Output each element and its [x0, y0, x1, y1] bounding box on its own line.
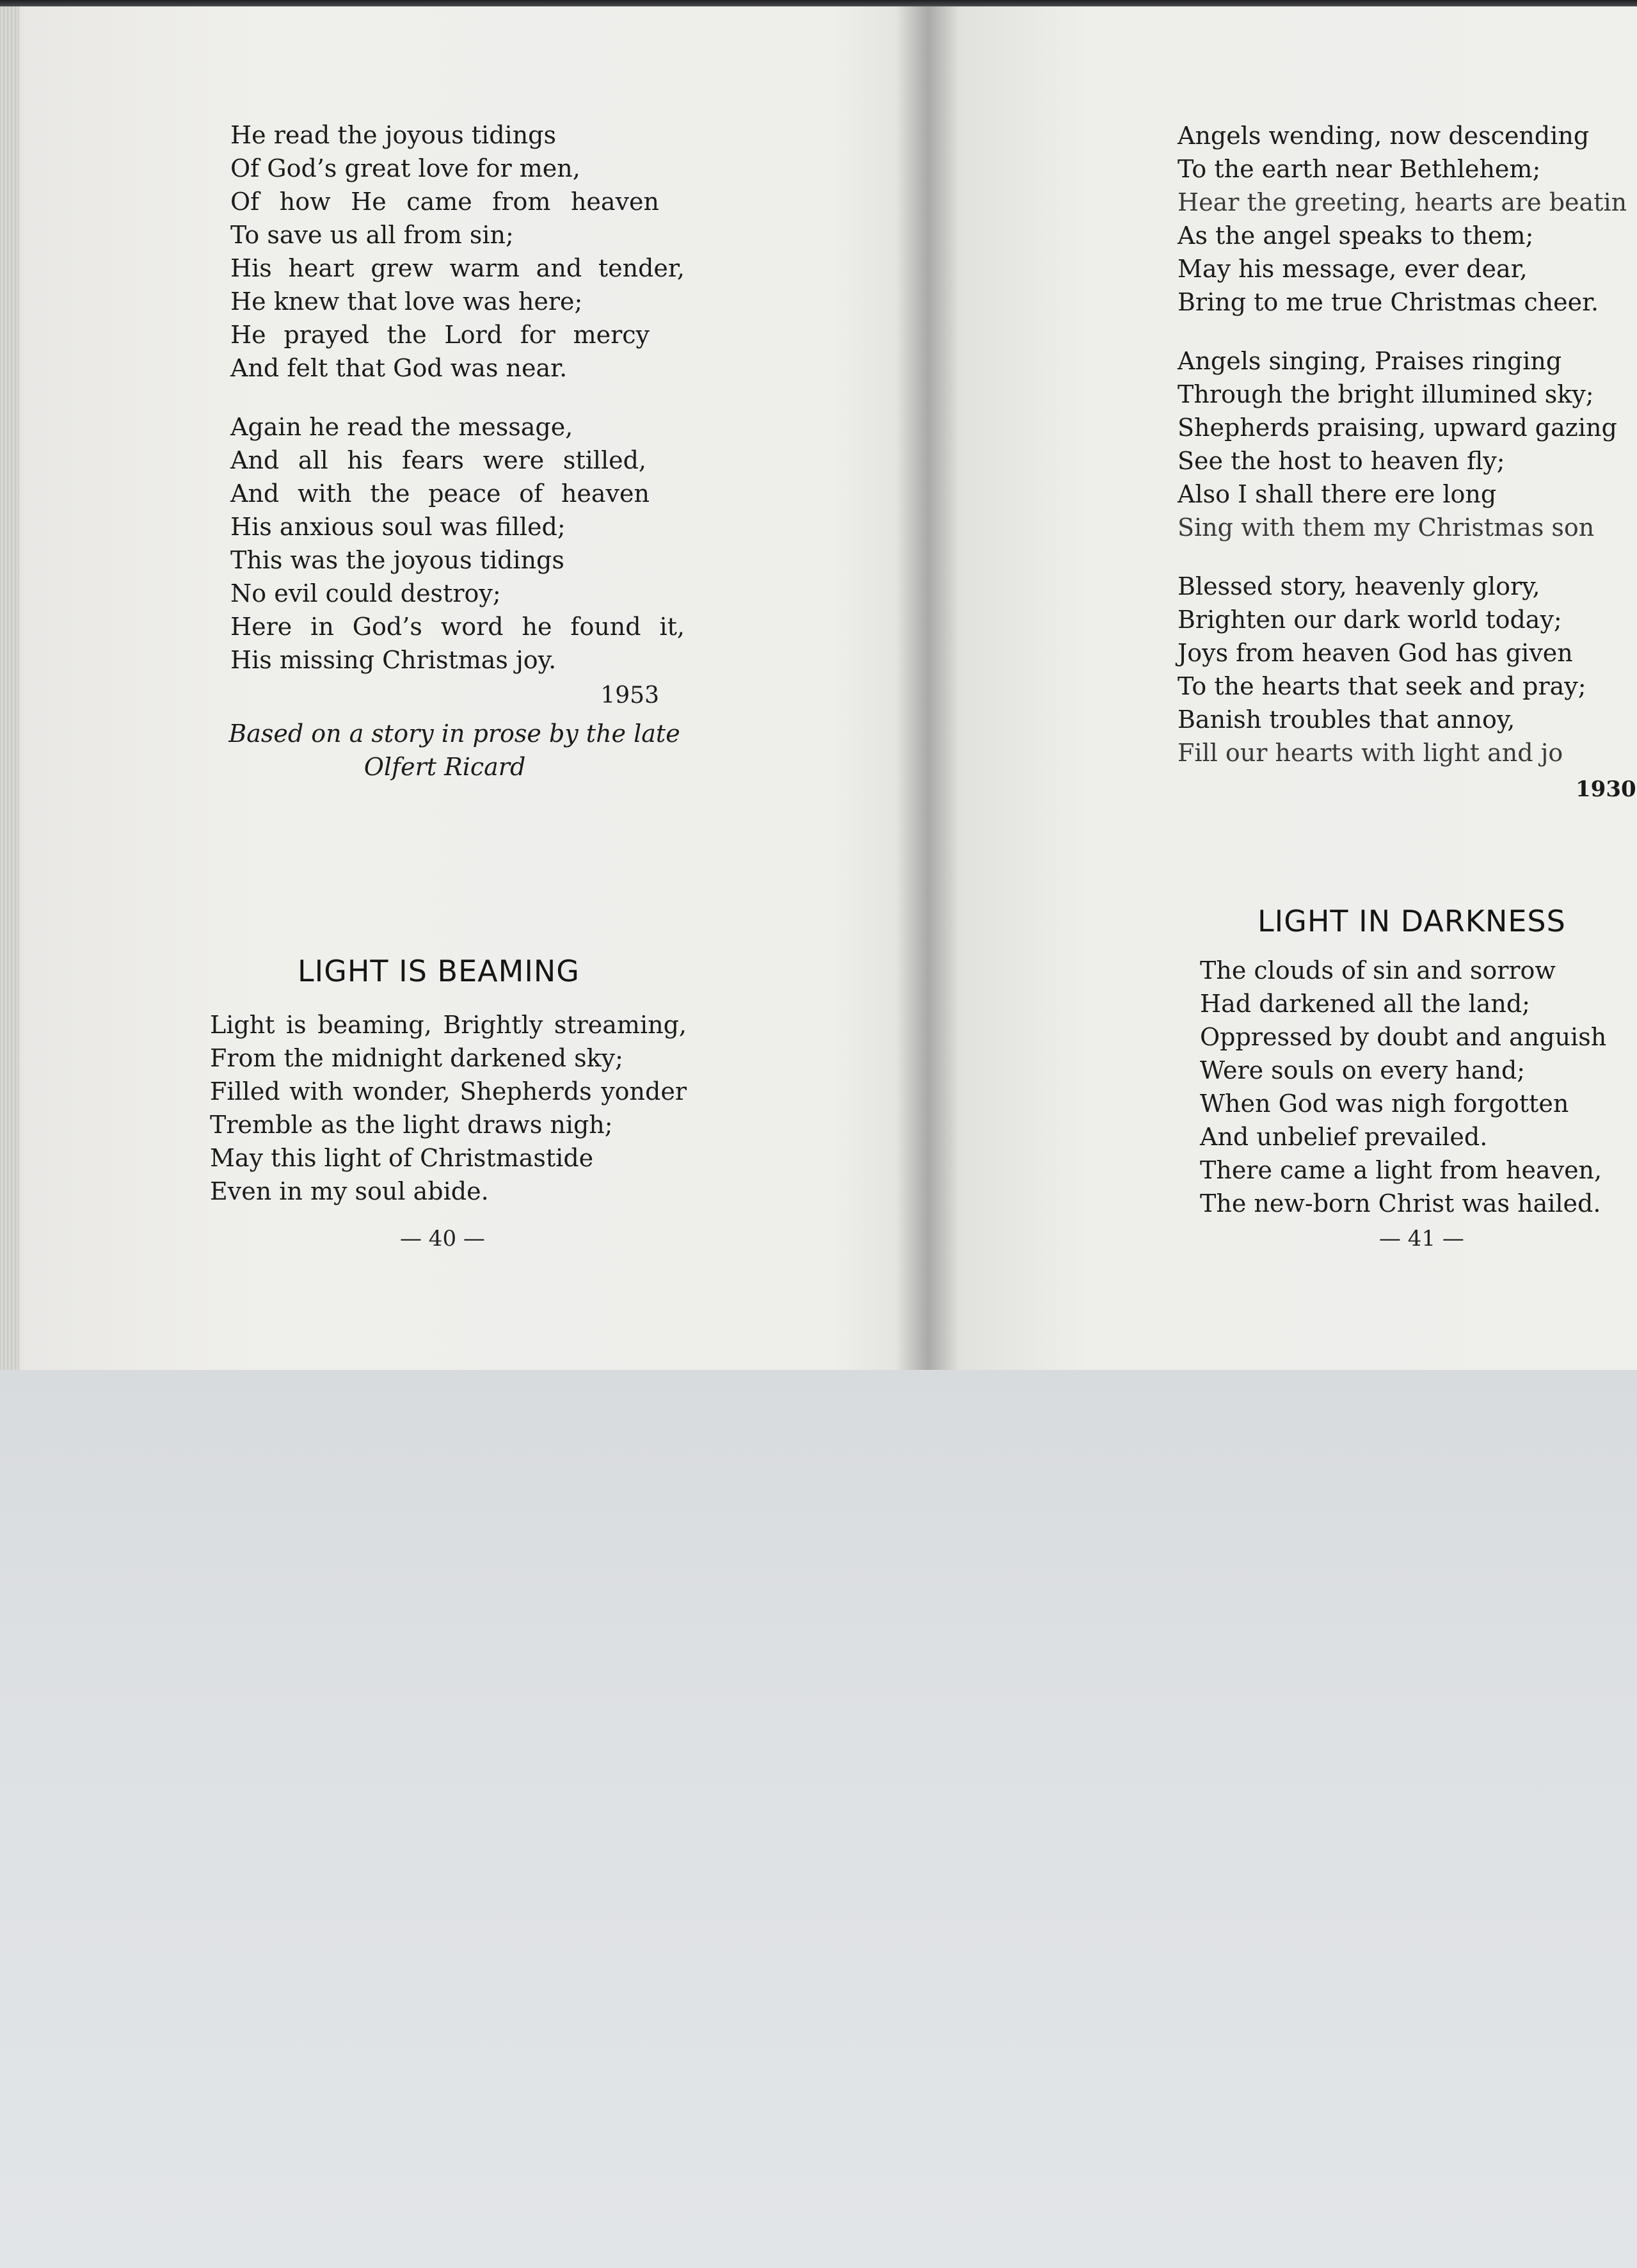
left-poem-1 [230, 118, 685, 712]
poem-line: See the host to heaven fly; [1178, 447, 1505, 475]
right-stanza-1 [1178, 119, 1637, 319]
poem-line: Bring to me true Christmas cheer. [1178, 288, 1599, 316]
poem-line: Even in my soul abide. [210, 1177, 489, 1205]
poem-line: As the angel speaks to them; [1178, 221, 1534, 250]
left-poem-2 [210, 1008, 687, 1208]
right-stanza-3 [1178, 570, 1637, 769]
left-poem-1-stanza-2 [230, 410, 685, 677]
poem-line: And with the peace of heaven [230, 479, 650, 508]
poem-line: Joys from heaven God has given [1178, 639, 1573, 667]
poem-line: Angels singing, Praises ringing [1178, 347, 1562, 375]
poem-line: Had darkened all the land; [1200, 990, 1530, 1018]
poem-line: Light is beaming, Brightly streaming, [210, 1011, 687, 1039]
poem-line: Sing with them my Christmas son [1178, 513, 1595, 542]
poem-line: The new-born Christ was hailed. [1200, 1189, 1601, 1218]
right-poem-2 [1200, 954, 1635, 1220]
page-number: — 41 — [1379, 1226, 1464, 1251]
right-stanza-2 [1178, 344, 1637, 544]
poem-line: He read the joyous tidings [230, 121, 556, 149]
poem-line: May his message, ever dear, [1178, 255, 1528, 283]
credit-line: Based on a story in prose by the late [228, 720, 680, 748]
page-number: — 40 — [400, 1226, 485, 1251]
poem-line: There came a light from heaven, [1200, 1156, 1602, 1184]
poem-line: May this light of Christmastide [210, 1144, 594, 1172]
poem-year: 1953 [600, 682, 659, 709]
poem-heading: LIGHT IS BEAMING [298, 954, 580, 988]
poem-line: Oppressed by doubt and anguish [1200, 1023, 1607, 1051]
poem-line: Fill our hearts with light and jo [1178, 739, 1563, 767]
scanner-background [0, 1370, 1637, 2268]
credit-note [211, 717, 698, 784]
poem-line: No evil could destroy; [230, 579, 501, 607]
poem-line: To save us all from sin; [230, 221, 514, 249]
poem-line: He knew that love was here; [230, 287, 583, 316]
poem-line: His missing Christmas joy. [230, 646, 557, 674]
poem-line: Hear the greeting, hearts are beatin [1178, 188, 1627, 216]
poem-line: The clouds of sin and sorrow [1200, 956, 1556, 985]
poem-line: Also I shall there ere long [1178, 480, 1497, 508]
poem-line: And unbelief prevailed. [1200, 1123, 1488, 1151]
poem-line: This was the joyous tidings [230, 546, 564, 574]
poem-line: When God was nigh forgotten [1200, 1090, 1569, 1118]
poem-line: Tremble as the light draws nigh; [210, 1111, 613, 1139]
left-poem-1-stanza-1 [230, 118, 685, 385]
poem-line: Brighten our dark world today; [1178, 606, 1562, 634]
poem-line: Blessed story, heavenly glory, [1178, 572, 1540, 600]
right-poem-1 [1178, 119, 1637, 769]
poem-line: He prayed the Lord for mercy [230, 321, 650, 349]
poem-line: And felt that God was near. [230, 354, 568, 382]
poem-line: From the midnight darkened sky; [210, 1044, 623, 1072]
poem-line: Banish troubles that annoy, [1178, 705, 1515, 734]
poem-line: Angels wending, now descending [1178, 122, 1590, 150]
poem-line: To the earth near Bethlehem; [1178, 155, 1541, 183]
poem-line: To the hearts that seek and pray; [1178, 672, 1586, 700]
poem-line: Of how He came from heaven [230, 188, 659, 216]
credit-line: Olfert Ricard [363, 753, 526, 781]
poem-line: Of God’s great love for men, [230, 154, 580, 182]
poem-line: Through the bright illumined sky; [1178, 380, 1594, 408]
poem-line: Again he read the message, [230, 413, 573, 441]
poem-line: Filled with wonder, Shepherds yonder [210, 1077, 687, 1106]
poem-line: Here in God’s word he found it, [230, 613, 685, 641]
poem-line: Were souls on every hand; [1200, 1056, 1526, 1084]
poem-line: Shepherds praising, upward gazing [1178, 414, 1617, 442]
book-gutter [896, 6, 960, 1370]
poem-line: And all his fears were stilled, [230, 446, 646, 474]
poem-year: 1930 [1576, 776, 1636, 802]
page-stack-edge [0, 6, 19, 1370]
book-spread [0, 6, 1637, 1370]
poem-heading: LIGHT IN DARKNESS [1258, 904, 1566, 938]
poem-line: His heart grew warm and tender, [230, 254, 685, 282]
poem-line: His anxious soul was filled; [230, 513, 566, 541]
